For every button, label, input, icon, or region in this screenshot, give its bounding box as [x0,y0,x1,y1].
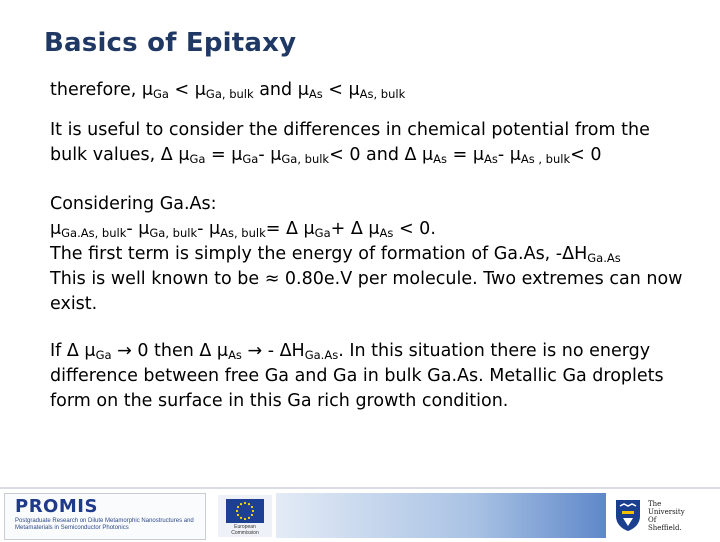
considering-heading: Considering Ga.As: [50,194,217,214]
formation-equation: $\mu_{Ga.As, bulk}-$ $\mu_{Ga, bulk}-$ $\mu_{As, bulk}= \Delta$ $\mu_{Ga}+ \Delta$ $\mu_{As} < 0$. [50,219,436,240]
university-crest-icon [614,498,642,532]
eu-logo-text: European Commission [231,524,259,536]
promis-wordmark: PROMIS [15,496,98,517]
footer-band [276,493,606,538]
extremes-line: This is well known to be ≈ 0.80e.V per molecule. Two extremes can now exist. [50,269,683,314]
sheffield-logo [606,493,716,538]
footer-logos [0,487,720,542]
chemical-potential-inequality: therefore, $\mu_{Ga} < \mu_{Ga, bulk}$ and $\mu_{As} < \mu_{As, bulk}$ [50,80,406,101]
sheffield-wordmark: The University Of Sheffield. [648,500,685,532]
slide-title: Basics of Epitaxy [44,28,297,58]
slide-body [50,78,690,414]
ga-rich-paragraph: If Δ $\mu_{Ga} \to 0$ then Δ $\mu_{As}$ → - $\Delta H_{Ga.As}$. In this situation there is no energy difference between free Ga and Ga in bulk Ga.As. Metallic Ga droplets form on the surface in this Ga rich growth condition. [50,341,664,411]
formation-energy-line: The first term is simply the energy of formation of Ga.As, $-\Delta H_{Ga.As}$ [50,244,621,265]
promis-tagline: Postgraduate Research on Dilute Metamorphic Nanostructures and Metamaterials in Semiconductor Photonics [15,518,194,531]
bulk-difference-paragraph: It is useful to consider the differences in chemical potential from the bulk values, Δ $\mu_{Ga} = \mu_{Ga}-$ $\mu_{Ga, bulk}< 0$ and Δ $\mu_{As} = \mu_{As}-$ $\mu_{As , bulk}< 0$ [50,120,650,166]
gaas-paragraph [50,192,690,317]
promis-logo [4,493,206,540]
eu-commission-logo [218,495,272,537]
eu-flag-icon [226,499,264,523]
